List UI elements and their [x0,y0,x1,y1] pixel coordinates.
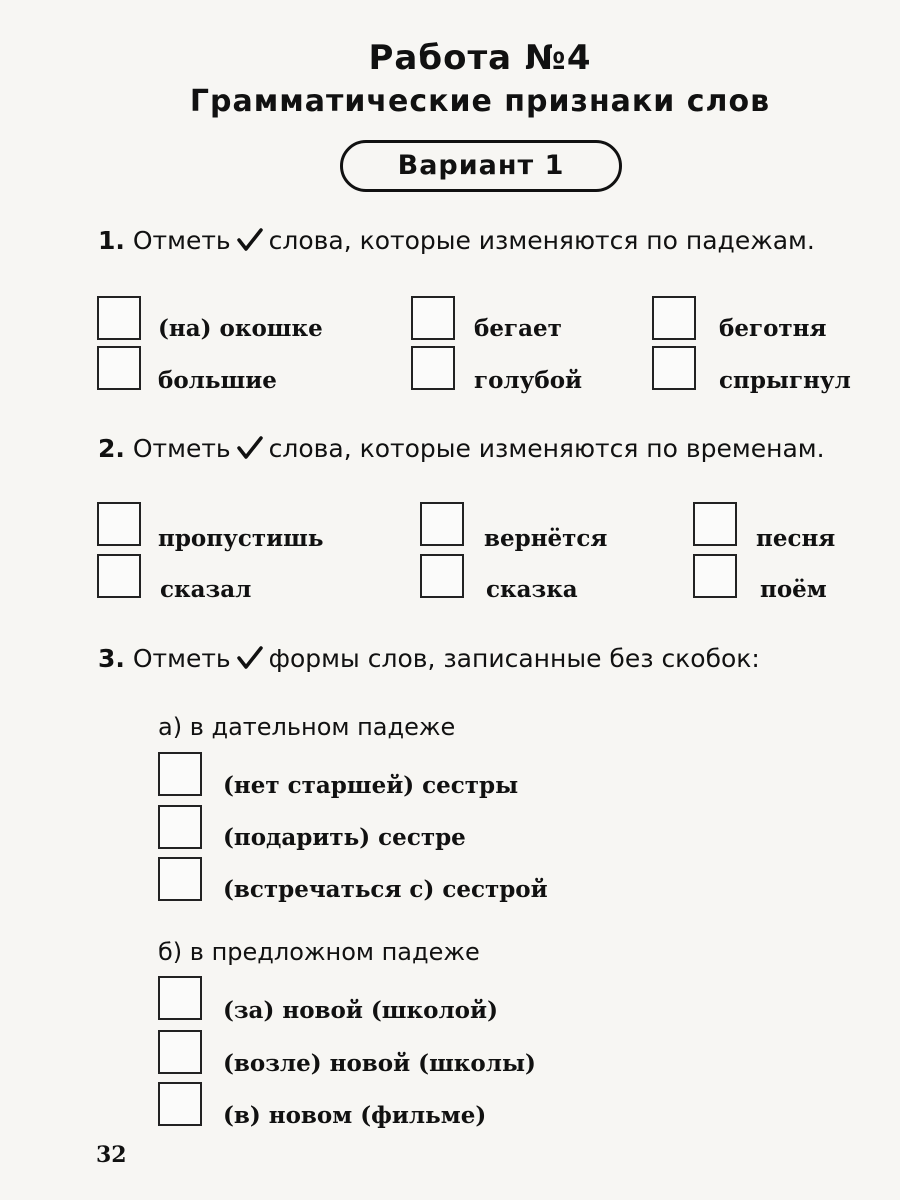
checkbox[interactable] [158,857,202,901]
option-label: (подарить) сестре [223,824,466,851]
checkbox[interactable] [158,752,202,796]
option-label: (нет старшей) сестры [223,772,519,799]
checkbox[interactable] [411,296,455,340]
checkbox[interactable] [693,554,737,598]
task1-text: слова, которые изменяются по падежам. [268,226,815,255]
option-label: (на) окошке [158,315,323,342]
option-label: сказка [486,576,578,603]
option-label: поём [760,576,827,603]
option-label: бегает [474,315,562,342]
checkbox[interactable] [97,296,141,340]
checkbox[interactable] [158,1030,202,1074]
option-label: (возле) новой (школы) [223,1050,536,1077]
option-label: песня [756,525,836,552]
option-label: сказал [160,576,252,603]
checkbox[interactable] [693,502,737,546]
checkbox[interactable] [411,346,455,390]
task3-number: 3. [98,644,125,673]
checkbox[interactable] [158,976,202,1020]
checkbox[interactable] [158,805,202,849]
task1-instruction [98,224,870,257]
option-label: (встречаться с) сестрой [223,876,548,903]
part-b-label: б) в предложном падеже [158,938,480,966]
work-title: Работа №4 [368,38,592,78]
task1-verb: Отметь [132,226,231,255]
option-label: большие [158,367,277,394]
checkbox[interactable] [97,554,141,598]
option-label: (в) новом (фильме) [223,1102,487,1129]
checkbox[interactable] [97,346,141,390]
checkbox[interactable] [652,346,696,390]
option-label: вернётся [484,525,608,552]
option-label: беготня [719,315,827,342]
option-label: пропустишь [158,525,324,552]
task2-number: 2. [98,434,125,463]
task1-number: 1. [98,226,125,255]
option-label: голубой [474,367,583,394]
topic-title: Грамматические признаки слов [189,84,771,119]
checkbox[interactable] [158,1082,202,1126]
option-label: (за) новой (школой) [223,997,498,1024]
task2-instruction [98,432,870,465]
page-number: 32 [96,1142,127,1168]
checkmark-icon [237,646,263,670]
checkmark-icon [237,436,263,460]
part-a-label: а) в дательном падеже [158,713,456,741]
task3-text: формы слов, записанные без скобок: [268,644,760,673]
checkbox[interactable] [97,502,141,546]
task2-verb: Отметь [132,434,231,463]
checkbox[interactable] [420,502,464,546]
task3-instruction [98,642,870,675]
checkbox[interactable] [420,554,464,598]
checkbox[interactable] [652,296,696,340]
task2-text: слова, которые изменяются по временам. [268,434,825,463]
variant-badge: Вариант 1 [340,140,622,192]
option-label: спрыгнул [719,367,851,394]
checkmark-icon [237,228,263,252]
task3-verb: Отметь [132,644,231,673]
